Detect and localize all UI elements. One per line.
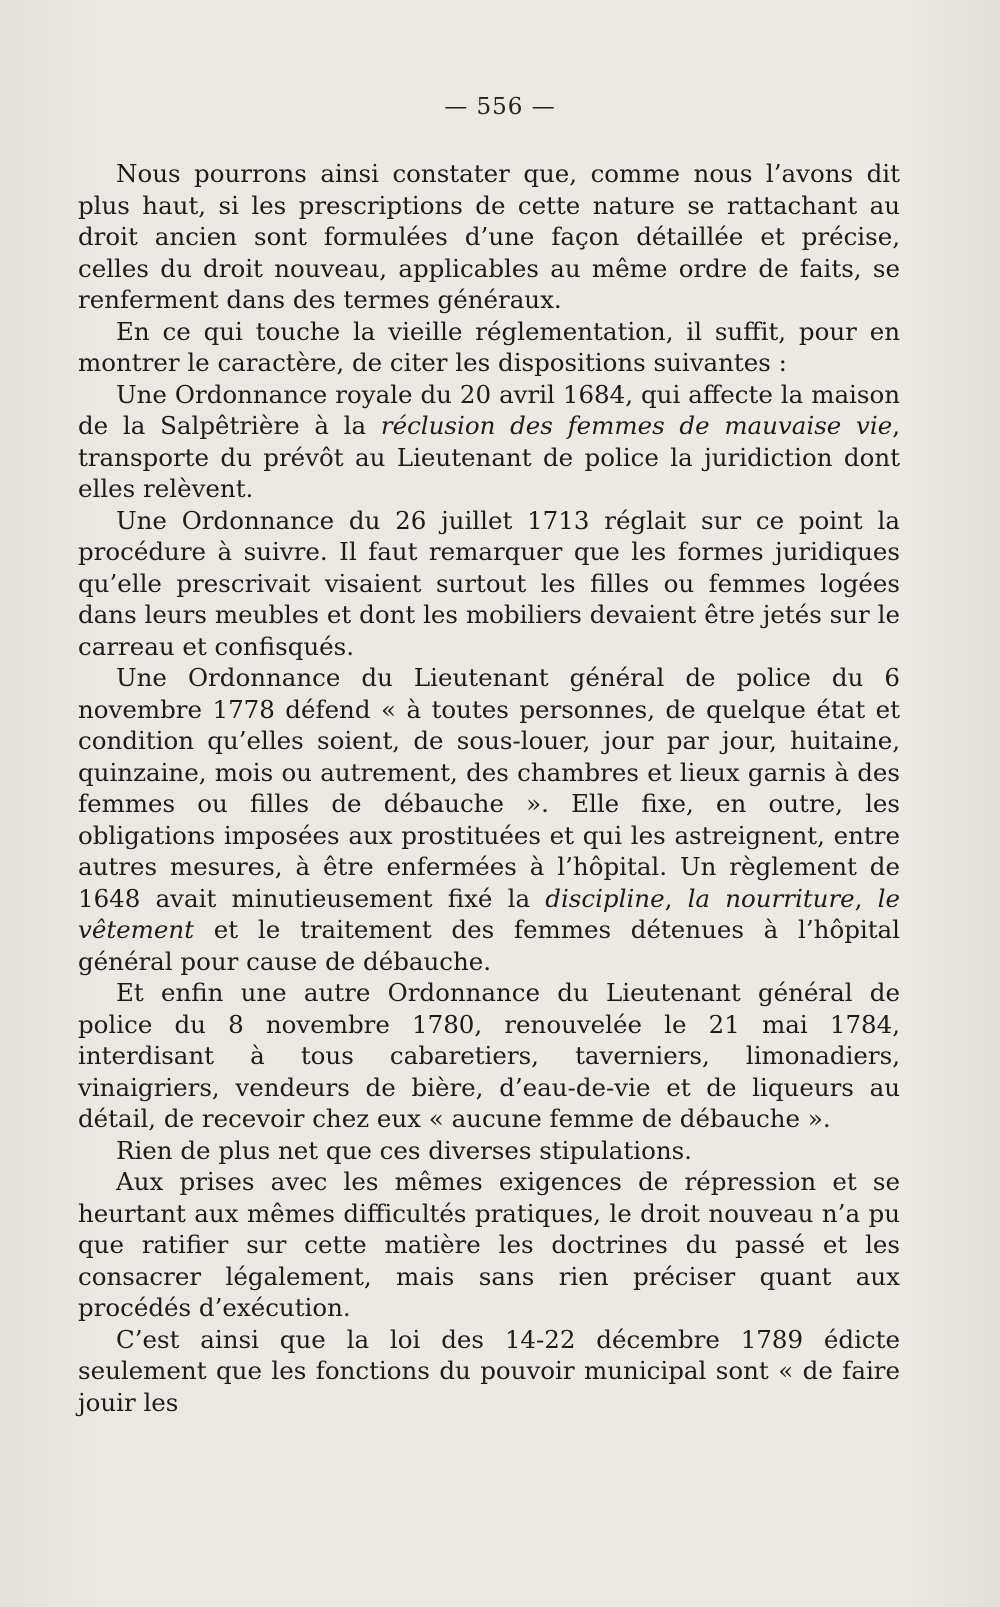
paragraph-4: Une Ordonnance du 26 juillet 1713 réglait sur ce point la procédure à suivre. Il faut remarquer que les formes juridiques qu’elle prescrivait visaient surtout les filles ou femmes logées dans leurs meubles et dont les mobiliers devaient être jetés sur le carreau et confisqués. (78, 505, 900, 661)
paragraph-5-italic-vetement: le vêtement (78, 883, 901, 944)
paragraph-5-text: Une Ordonnance du Lieutenant général de police du 6 novembre 1778 défend « à toutes personnes, de quelque état et condition qu’elles soient, de sous-louer, jour par jour, huitaine, quinzaine, mois ou autrement, des chambres et lieux garnis à des femmes ou filles de débauche ». Elle fixe, en outre, les obligations imposées aux prostituées et qui les astreignent, entre autres mesures, à être enfermées à l’hôpital. Un règlement de 1648 avait minutieusement fixé la (78, 663, 900, 913)
paragraph-5-sep-2: , (854, 883, 878, 913)
page-number: — 556 — (444, 94, 556, 120)
paragraph-5 (78, 662, 900, 977)
paragraph-3-text: Une Ordonnance royale du 20 avril 1684, qui affecte la maison de la Salpêtrière à la (78, 379, 900, 440)
paragraph-6: Et enfin une autre Ordonnance du Lieutenant général de police du 8 novembre 1780, renouvelée le 21 mai 1784, interdisant à tous cabaretiers, taverniers, limonadiers, vinaigriers, vendeurs de bière, d’eau-de-vie et de liqueurs au détail, de recevoir chez eux « aucune femme de débauche ». (78, 978, 900, 1133)
body-text (78, 158, 900, 1418)
paragraph-7: Rien de plus net que ces diverses stipulations. (116, 1135, 692, 1165)
paragraph-3 (78, 379, 900, 505)
paragraph-5-italic-nourriture: la nourriture (687, 883, 855, 913)
paragraph-9: C’est ainsi que la loi des 14-22 décembre 1789 édicte seulement que les fonctions du pouvoir municipal sont « de faire jouir les (78, 1324, 900, 1417)
paragraph-5-italic-discipline: discipline (545, 883, 665, 913)
paragraph-8: Aux prises avec les mêmes exigences de répression et se heurtant aux mêmes difficultés pratiques, le droit nouveau n’a pu que ratifier sur cette matière les doctrines du passé et les consacrer légalement, mais sans rien préciser quant aux procédés d’exécution. (78, 1167, 900, 1322)
paragraph-3-text-end: , transporte du prévôt au Lieutenant de police la juridiction dont elles relèvent. (78, 411, 900, 503)
paragraph-3-italic: réclusion des femmes de mauvaise vie (380, 411, 893, 440)
paragraph-2: En ce qui touche la vieille réglementation, il suffit, pour en montrer le caractère, de citer les dispositions suivantes : (78, 316, 900, 377)
paragraph-5-sep-1: , (664, 883, 688, 913)
paragraph-5-text-end: et le traitement des femmes détenues à l’hôpital général pour cause de débauche. (78, 915, 900, 976)
paragraph-1: Nous pourrons ainsi constater que, comme nous l’avons dit plus haut, si les prescriptions de cette nature se rattachant au droit ancien sont formulées d’une façon détaillée et précise, celles du droit nouveau, applicables au même ordre de faits, se renferment dans des termes généraux. (78, 159, 900, 314)
